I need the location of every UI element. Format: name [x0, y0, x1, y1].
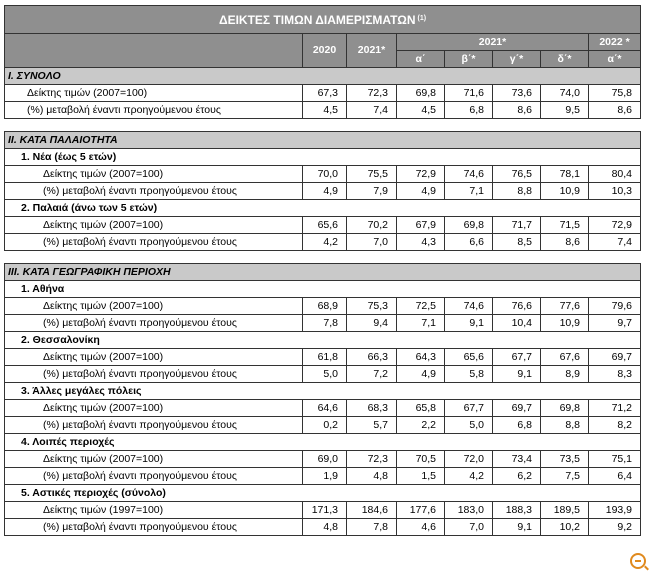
- cell: 4,6: [397, 519, 445, 536]
- table-row: [5, 417, 641, 434]
- cell: 4,2: [445, 468, 493, 485]
- cell: 68,3: [347, 400, 397, 417]
- row-label: Δείκτης τιμών (2007=100): [5, 85, 303, 102]
- table-row: [5, 400, 641, 417]
- cell: 67,9: [397, 217, 445, 234]
- row-label: Δείκτης τιμών (2007=100): [5, 217, 303, 234]
- cell: 5,8: [445, 366, 493, 383]
- cell: 69,7: [493, 400, 541, 417]
- cell: 5,7: [347, 417, 397, 434]
- cell: 9,5: [541, 102, 589, 119]
- cell: 69,7: [589, 349, 641, 366]
- cell: 74,0: [541, 85, 589, 102]
- cell: 10,3: [589, 183, 641, 200]
- section-title-region: III. ΚΑΤΑ ΓΕΩΓΡΑΦΙΚΗ ΠΕΡΙΟΧΗ: [5, 264, 641, 281]
- cell: 72,9: [397, 166, 445, 183]
- table-row: [5, 102, 641, 119]
- subgroup-title-other-cities: 3. Άλλες μεγάλες πόλεις: [5, 383, 641, 400]
- cell: 67,7: [445, 400, 493, 417]
- table-row: [5, 468, 641, 485]
- cell: 64,3: [397, 349, 445, 366]
- section-title-total: I. ΣΥΝΟΛΟ: [5, 68, 641, 85]
- subgroup-title-old: 2. Παλαιά (άνω των 5 ετών): [5, 200, 641, 217]
- cell: 77,6: [541, 298, 589, 315]
- cell: 7,9: [347, 183, 397, 200]
- table-row: [5, 366, 641, 383]
- cell: 67,3: [303, 85, 347, 102]
- table-row: [5, 183, 641, 200]
- cell: 70,0: [303, 166, 347, 183]
- cell: 75,8: [589, 85, 641, 102]
- table-row: [5, 519, 641, 536]
- cell: 7,0: [445, 519, 493, 536]
- cell: 80,4: [589, 166, 641, 183]
- header-group-2021: 2021*: [397, 34, 589, 51]
- cell: 171,3: [303, 502, 347, 519]
- cell: 1,5: [397, 468, 445, 485]
- row-label: (%) μεταβολή έναντι προηγούμενου έτους: [5, 366, 303, 383]
- cell: 4,9: [303, 183, 347, 200]
- cell: 7,5: [541, 468, 589, 485]
- row-label: Δείκτης τιμών (2007=100): [5, 451, 303, 468]
- cell: 75,1: [589, 451, 641, 468]
- cell: 9,1: [493, 366, 541, 383]
- cell: 67,6: [541, 349, 589, 366]
- cell: 64,6: [303, 400, 347, 417]
- cell: 70,2: [347, 217, 397, 234]
- cell: 8,5: [493, 234, 541, 251]
- header-q1-2022: α΄*: [589, 51, 641, 68]
- row-label: (%) μεταβολή έναντι προηγούμενου έτους: [5, 234, 303, 251]
- cell: 7,1: [397, 315, 445, 332]
- table-row: [5, 166, 641, 183]
- cell: 184,6: [347, 502, 397, 519]
- cell: 9,1: [493, 519, 541, 536]
- cell: 79,6: [589, 298, 641, 315]
- table-row: [5, 85, 641, 102]
- cell: 9,7: [589, 315, 641, 332]
- cell: 8,3: [589, 366, 641, 383]
- cell: 7,4: [589, 234, 641, 251]
- cell: 4,8: [303, 519, 347, 536]
- cell: 8,6: [493, 102, 541, 119]
- table-row: [5, 349, 641, 366]
- cell: 8,8: [493, 183, 541, 200]
- cell: 10,9: [541, 183, 589, 200]
- cell: 177,6: [397, 502, 445, 519]
- cell: 2,2: [397, 417, 445, 434]
- row-label: Δείκτης τιμών (2007=100): [5, 349, 303, 366]
- table-row: [5, 298, 641, 315]
- header-q3-2021: γ΄*: [493, 51, 541, 68]
- header-2020: 2020: [303, 34, 347, 68]
- cell: 4,5: [303, 102, 347, 119]
- cell: 66,3: [347, 349, 397, 366]
- row-label: Δείκτης τιμών (2007=100): [5, 298, 303, 315]
- cell: 193,9: [589, 502, 641, 519]
- table-title: [5, 6, 641, 34]
- cell: 4,8: [347, 468, 397, 485]
- cell: 9,2: [589, 519, 641, 536]
- cell: 75,5: [347, 166, 397, 183]
- subgroup-title-thessaloniki: 2. Θεσσαλονίκη: [5, 332, 641, 349]
- cell: 7,2: [347, 366, 397, 383]
- table-row: [5, 315, 641, 332]
- cell: 8,2: [589, 417, 641, 434]
- cell: 71,7: [493, 217, 541, 234]
- header-2021: 2021*: [347, 34, 397, 68]
- cell: 6,8: [445, 102, 493, 119]
- cell: 67,7: [493, 349, 541, 366]
- cell: 72,5: [397, 298, 445, 315]
- table-row: [5, 451, 641, 468]
- cell: 76,5: [493, 166, 541, 183]
- cell: 65,8: [397, 400, 445, 417]
- row-label: (%) μεταβολή έναντι προηγούμενου έτους: [5, 519, 303, 536]
- row-label: (%) μεταβολή έναντι προηγούμενου έτους: [5, 102, 303, 119]
- cell: 70,5: [397, 451, 445, 468]
- cell: 74,6: [445, 166, 493, 183]
- row-label: Δείκτης τιμών (2007=100): [5, 400, 303, 417]
- price-index-table-container: [4, 5, 641, 536]
- title-footnote: (1): [417, 15, 427, 22]
- section-title-age: II. ΚΑΤΑ ΠΑΛΑΙΟΤΗΤΑ: [5, 132, 641, 149]
- table-row: [5, 234, 641, 251]
- subgroup-title-athens: 1. Αθήνα: [5, 281, 641, 298]
- cell: 71,2: [589, 400, 641, 417]
- cell: 74,6: [445, 298, 493, 315]
- cell: 72,3: [347, 451, 397, 468]
- cell: 8,6: [541, 234, 589, 251]
- cell: 5,0: [445, 417, 493, 434]
- table-title-text: ΔΕΙΚΤΕΣ ΤΙΜΩΝ ΔΙΑΜΕΡΙΣΜΑΤΩΝ: [218, 13, 416, 27]
- cell: 61,8: [303, 349, 347, 366]
- cell: 73,4: [493, 451, 541, 468]
- header-q2-2021: β΄*: [445, 51, 493, 68]
- subgroup-title-new: 1. Νέα (έως 5 ετών): [5, 149, 641, 166]
- cell: 6,4: [589, 468, 641, 485]
- cell: 76,6: [493, 298, 541, 315]
- cell: 69,8: [541, 400, 589, 417]
- cell: 65,6: [445, 349, 493, 366]
- cell: 189,5: [541, 502, 589, 519]
- row-label: (%) μεταβολή έναντι προηγούμενου έτους: [5, 417, 303, 434]
- cell: 183,0: [445, 502, 493, 519]
- cell: 7,4: [347, 102, 397, 119]
- cell: 4,9: [397, 366, 445, 383]
- cell: 8,6: [589, 102, 641, 119]
- cell: 4,3: [397, 234, 445, 251]
- cell: 8,8: [541, 417, 589, 434]
- cell: 0,2: [303, 417, 347, 434]
- cell: 7,8: [303, 315, 347, 332]
- cell: 1,9: [303, 468, 347, 485]
- row-label: Δείκτης τιμών (1997=100): [5, 502, 303, 519]
- cell: 7,1: [445, 183, 493, 200]
- cell: 65,6: [303, 217, 347, 234]
- cell: 10,4: [493, 315, 541, 332]
- cell: 4,5: [397, 102, 445, 119]
- cell: 6,2: [493, 468, 541, 485]
- cell: 71,6: [445, 85, 493, 102]
- cell: 68,9: [303, 298, 347, 315]
- cell: 73,6: [493, 85, 541, 102]
- header-group-2022: 2022 *: [589, 34, 641, 51]
- cell: 8,9: [541, 366, 589, 383]
- cell: 78,1: [541, 166, 589, 183]
- cell: 72,3: [347, 85, 397, 102]
- table-row: [5, 502, 641, 519]
- cell: 4,9: [397, 183, 445, 200]
- table-row: [5, 217, 641, 234]
- cell: 6,6: [445, 234, 493, 251]
- cell: 5,0: [303, 366, 347, 383]
- cell: 4,2: [303, 234, 347, 251]
- subgroup-title-urban: 5. Αστικές περιοχές (σύνολο): [5, 485, 641, 502]
- cell: 10,9: [541, 315, 589, 332]
- price-index-table: [4, 5, 641, 536]
- cell: 7,8: [347, 519, 397, 536]
- row-label: Δείκτης τιμών (2007=100): [5, 166, 303, 183]
- cell: 69,8: [397, 85, 445, 102]
- zoom-in-icon[interactable]: [630, 553, 646, 569]
- cell: 73,5: [541, 451, 589, 468]
- row-label: (%) μεταβολή έναντι προηγούμενου έτους: [5, 315, 303, 332]
- cell: 72,9: [589, 217, 641, 234]
- row-label: (%) μεταβολή έναντι προηγούμενου έτους: [5, 468, 303, 485]
- cell: 6,8: [493, 417, 541, 434]
- cell: 72,0: [445, 451, 493, 468]
- cell: 75,3: [347, 298, 397, 315]
- cell: 9,4: [347, 315, 397, 332]
- cell: 71,5: [541, 217, 589, 234]
- cell: 9,1: [445, 315, 493, 332]
- subgroup-title-other-areas: 4. Λοιπές περιοχές: [5, 434, 641, 451]
- cell: 188,3: [493, 502, 541, 519]
- cell: 69,0: [303, 451, 347, 468]
- header-q4-2021: δ΄*: [541, 51, 589, 68]
- cell: 10,2: [541, 519, 589, 536]
- row-label: (%) μεταβολή έναντι προηγούμενου έτους: [5, 183, 303, 200]
- cell: 7,0: [347, 234, 397, 251]
- spacer-row: [5, 251, 641, 264]
- spacer-row: [5, 119, 641, 132]
- cell: 69,8: [445, 217, 493, 234]
- header-blank: [5, 34, 303, 68]
- header-q1-2021: α΄: [397, 51, 445, 68]
